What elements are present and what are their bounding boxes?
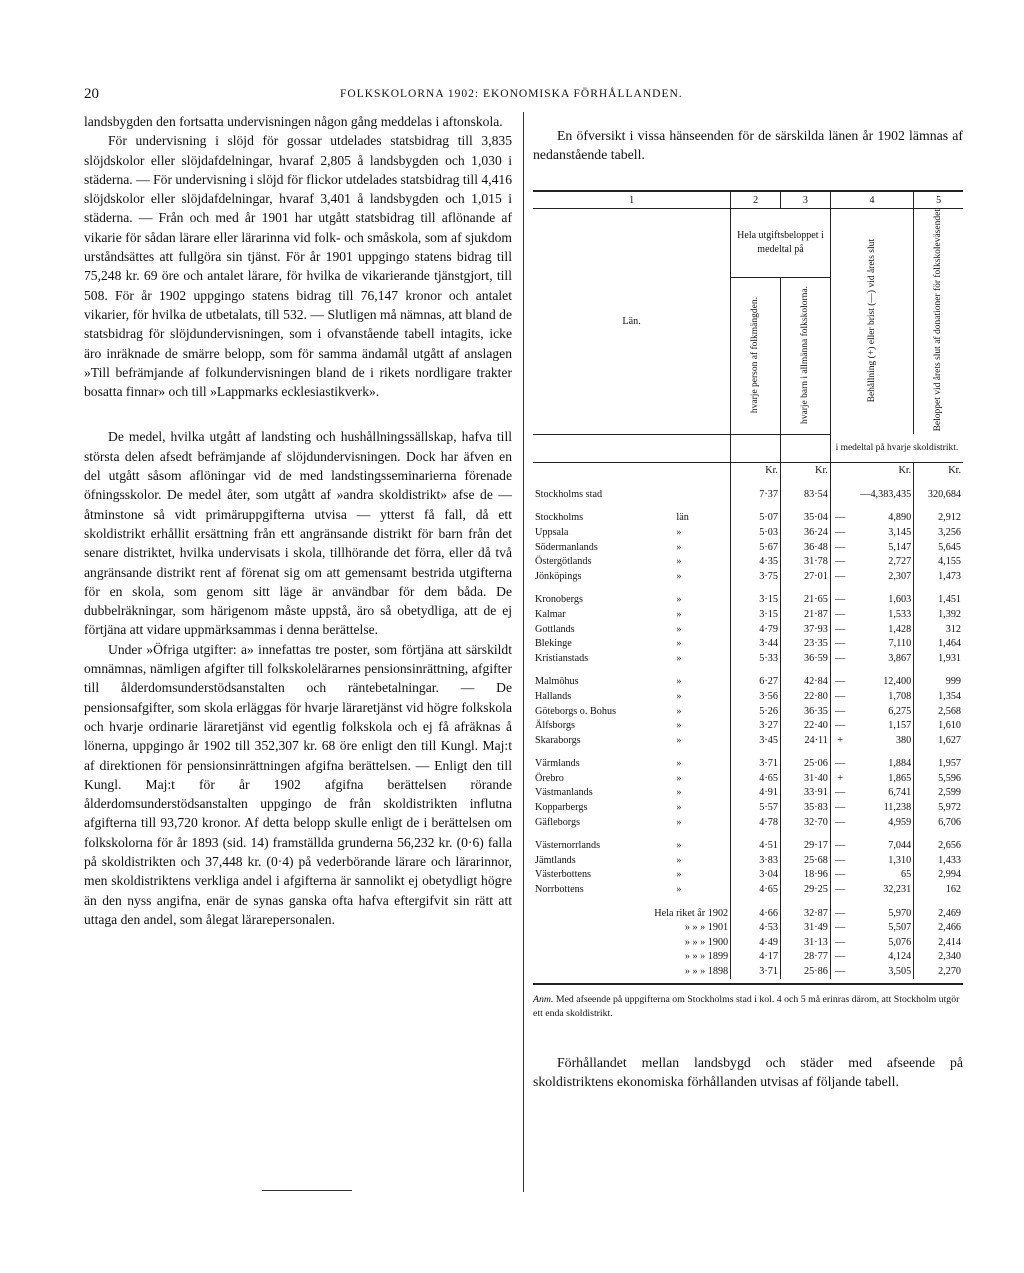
per-person-value: 5·26 bbox=[731, 704, 781, 719]
per-child-value: 18·96 bbox=[780, 868, 830, 883]
county-name: Stockholms bbox=[535, 512, 584, 524]
total-row bbox=[533, 920, 963, 935]
balance-sign: — bbox=[835, 936, 846, 948]
balance-value: 6,741 bbox=[849, 786, 913, 801]
paragraph: Under »Öfriga utgifter: a» innefattas tre poster, som förtjäna att särskildt omnämnas, nämligen afgifter till folkskolelärarnes pensionsinrättning, afgifter till ålderdomsunderstödsanstalten och räntebetalningar. — De pensionsafgifter, som skola erläggas för hvarje läraretjänst vid högre folkskola och hvarje ordinarie läraretjänst vid egentlig folkskola och ej få afräknas å lönerna, uppgingo år 1902 till 352,307 kr. 68 öre enligt den till Kungl. Maj:t af direktionen för pensionsinrättningen afgifna berättelsen. — Enligt den till Kungl. Maj:t för år 1902 afgifna berättelsen rörande ålderdomsunderstödsanstalten uppgingo de från skoldistrikten influtna afgifterna till 93,720 kronor. Af detta belopp skulle enligt de i berättelsen om folkskolorna för år 1893 (sid. 14) framställda grunderna 56,232 kr. (0·6) falla på skoldistrikten och 37,448 kr. (0·4) på vederbörande lärare och lärarinnor, men skoldistriktens verkliga andel i afgifterna är sannolikt ej obetydligt högre än den nyss angifna, enär de synas ganska ofta hafva eftergifvit sin rätt att uttaga den andel, som ålegat lärarepersonalen. bbox=[84, 641, 512, 927]
per-child-value: 32·87 bbox=[780, 906, 830, 921]
table-row bbox=[533, 511, 963, 526]
per-person-value: 3·15 bbox=[731, 607, 781, 622]
balance-sign: — bbox=[835, 854, 846, 866]
donation-value: 1,451 bbox=[938, 594, 961, 606]
per-person-value: 4·91 bbox=[731, 786, 781, 801]
county-name: Kopparbergs bbox=[535, 802, 588, 814]
table-row bbox=[533, 651, 963, 666]
table-row bbox=[533, 718, 963, 733]
donation-value: 2,466 bbox=[938, 922, 961, 934]
balance-value: 1,603 bbox=[849, 593, 913, 608]
balance-sign: — bbox=[835, 594, 846, 606]
donation-value: 2,270 bbox=[938, 966, 961, 978]
col-number: 2 bbox=[731, 191, 781, 209]
balance-value: 1,428 bbox=[849, 622, 913, 637]
donation-value: 2,469 bbox=[938, 907, 961, 919]
donation-value: 1,464 bbox=[938, 638, 961, 650]
per-person-value: 4·79 bbox=[731, 622, 781, 637]
county-name: Jönköpings bbox=[535, 570, 582, 582]
table-row bbox=[533, 733, 963, 748]
table-note bbox=[533, 993, 963, 1021]
county-suffix: » bbox=[674, 675, 730, 690]
paragraph: De medel, hvilka utgått af landsting och hushållningssällskap, hafva till största delen afsedt befrämjande af slöjdundervisningen. Dock har äfven en del utgått såsom aflöningar vid de med landstingsseminarierna förenade öfningsskolor. De medel åter, som utgått af »andra skoldistrikt» afse de — åtminstone så vidt primäruppgifterna utvisa — ytterst få fall, då ett skoldistrikt erhållit ersättning från ett angränsande distrikt för barn från det senare distriktet, hvilka undervisats i skola, tillhörande det förra, eller då två angränsande distrikt rent af förenat sig om att gemensamt bestrida utgifterna för en skola, som genom sitt läge är användbar för dem båda. De dubbelräkningar, som härigenom måste uppstå, äro så obetydliga, att de ej förtjäna att vidare uppmärksammas i denna berättelse. bbox=[84, 429, 512, 638]
per-person-value: 4·78 bbox=[731, 815, 781, 830]
page-number: 20 bbox=[84, 86, 99, 102]
total-label: » » » 1899 bbox=[533, 950, 731, 965]
donation-value: 4,155 bbox=[938, 556, 961, 568]
table-row bbox=[533, 540, 963, 555]
per-child-value: 27·01 bbox=[780, 569, 830, 584]
per-child-value: 25·06 bbox=[780, 757, 830, 772]
per-person-value: 4·65 bbox=[731, 771, 781, 786]
per-child-value: 31·49 bbox=[780, 920, 830, 935]
balance-sign: — bbox=[835, 922, 846, 934]
paragraph: För undervisning i slöjd för gossar utdelades statsbidrag till 3,835 slöjdskolor eller slöjdafdelningar, hvaraf 2,805 å landsbygden och 1,030 i städerna. — För undervisning i slöjd för flickor utdelades statsbidrag till 4,416 slöjdskolor eller slöjdafdelningar, hvaraf 3,401 å landsbygden och 1,015 i städerna. — Från och med år 1901 har utgått statsbidrag till aflönande af vikarie för sådan lärare eller lärarinna vid folk- och småskola, som af sjukdom urståndsättes att fullgöra sin tjänst. För år 1901 uppgingo statens bidrag till 75,248 kr. 69 öre och antalet lärare, för hvilka de vikarierande tjänstgjort, till 508. För år 1902 uppgingo statens bidrag till 76,147 kronor och antalet vikarier, för hvilka de utbetalats, till 532. — Slutligen må nämnas, att bland de statsbidrag för slöjdundervisningen, som i ofvanstående tabell intagits, icke äro inräknade de smärre belopp, som för samma ändamål utgått af anslagen »Till befrämjande af folkundervisningen bland de i rikets nordligare trakter bosatta finnar» och till »Lappmarks ecklesiastikverk». bbox=[84, 133, 512, 400]
per-person-value: 3·44 bbox=[731, 636, 781, 651]
balance-value: 4,959 bbox=[849, 815, 913, 830]
balance-sign bbox=[830, 487, 849, 502]
county-name: Göteborgs o. Bohus bbox=[535, 705, 617, 717]
total-label: » » » 1901 bbox=[533, 920, 731, 935]
right-column bbox=[533, 126, 963, 1091]
per-person-value: 4·49 bbox=[731, 935, 781, 950]
county-name: Östergötlands bbox=[535, 556, 592, 568]
per-child-value: 37·93 bbox=[780, 622, 830, 637]
county-suffix: » bbox=[674, 800, 730, 815]
balance-sign: — bbox=[835, 652, 846, 664]
donation-value: 1,473 bbox=[938, 570, 961, 582]
per-child-value: 21·87 bbox=[780, 607, 830, 622]
total-row bbox=[533, 906, 963, 921]
donation-value: 1,354 bbox=[938, 690, 961, 702]
total-row bbox=[533, 935, 963, 950]
per-person-value: 4·66 bbox=[731, 906, 781, 921]
county-name: Blekinge bbox=[535, 638, 572, 650]
balance-value: 1,884 bbox=[849, 757, 913, 772]
county-suffix: » bbox=[674, 636, 730, 651]
balance-value: 12,400 bbox=[849, 675, 913, 690]
county-name: Stockholms stad bbox=[535, 488, 603, 500]
per-person-value: 4·53 bbox=[731, 920, 781, 935]
per-child-value: 31·78 bbox=[780, 554, 830, 569]
per-person-value: 4·17 bbox=[731, 950, 781, 965]
donation-value: 1,392 bbox=[938, 608, 961, 620]
col-number: 5 bbox=[914, 191, 963, 209]
balance-sign: — bbox=[835, 526, 846, 538]
per-child-value: 36·59 bbox=[780, 651, 830, 666]
column-divider bbox=[523, 112, 524, 1192]
left-column bbox=[84, 112, 512, 929]
balance-sign: — bbox=[835, 720, 846, 732]
balance-sign: — bbox=[835, 556, 846, 568]
county-name: Uppsala bbox=[535, 526, 569, 538]
county-name: Västernorrlands bbox=[535, 840, 601, 852]
table-row bbox=[533, 786, 963, 801]
county-suffix: » bbox=[674, 815, 730, 830]
county-suffix bbox=[674, 487, 730, 502]
table-row bbox=[533, 487, 963, 502]
donation-value: 3,256 bbox=[938, 526, 961, 538]
running-head: FOLKSKOLORNA 1902: EKONOMISKA FÖRHÅLLANDEN. bbox=[340, 88, 683, 100]
balance-sign: — bbox=[835, 570, 846, 582]
balance-sign: — bbox=[835, 966, 846, 978]
per-person-value: 3·04 bbox=[731, 868, 781, 883]
per-child-value: 31·40 bbox=[780, 771, 830, 786]
donation-value: 5,972 bbox=[938, 802, 961, 814]
col-header-4: Behållning (+) eller brist (—) vid årets slut bbox=[866, 238, 877, 402]
donation-value: 999 bbox=[945, 676, 961, 688]
table-row bbox=[533, 853, 963, 868]
table-row bbox=[533, 554, 963, 569]
balance-value: 5,076 bbox=[849, 935, 913, 950]
donation-value: 1,627 bbox=[938, 734, 961, 746]
balance-sign: — bbox=[835, 884, 846, 896]
county-suffix: » bbox=[674, 622, 730, 637]
county-name: Skaraborgs bbox=[535, 734, 581, 746]
donation-value: 1,931 bbox=[938, 652, 961, 664]
per-child-value: 36·24 bbox=[780, 525, 830, 540]
table-row bbox=[533, 689, 963, 704]
donation-value: 312 bbox=[945, 623, 961, 635]
table-row bbox=[533, 868, 963, 883]
unit: Kr. bbox=[830, 463, 913, 478]
county-name: Malmöhus bbox=[535, 676, 579, 688]
balance-value: 1,310 bbox=[849, 853, 913, 868]
balance-sign: — bbox=[835, 816, 846, 828]
county-suffix: » bbox=[674, 651, 730, 666]
county-name: Hallands bbox=[535, 690, 572, 702]
total-label: » » » 1898 bbox=[533, 964, 731, 979]
col-number: 1 bbox=[533, 191, 731, 209]
per-person-value: 3·45 bbox=[731, 733, 781, 748]
donation-value: 5,645 bbox=[938, 541, 961, 553]
balance-value: 2,727 bbox=[849, 554, 913, 569]
balance-value: 7,044 bbox=[849, 838, 913, 853]
donation-value: 320,684 bbox=[927, 488, 961, 500]
county-suffix: » bbox=[674, 554, 730, 569]
county-name: Västerbottens bbox=[535, 869, 592, 881]
county-name: Örebro bbox=[535, 772, 564, 784]
balance-sign: — bbox=[835, 787, 846, 799]
table-row bbox=[533, 675, 963, 690]
per-child-value: 21·65 bbox=[780, 593, 830, 608]
per-child-value: 83·54 bbox=[780, 487, 830, 502]
balance-value: 7,110 bbox=[849, 636, 913, 651]
col-header-3: hvarje barn i allmänna folkskolorna. bbox=[799, 285, 810, 424]
per-person-value: 3·71 bbox=[731, 964, 781, 979]
balance-sign: — bbox=[835, 705, 846, 717]
balance-value: 5,507 bbox=[849, 920, 913, 935]
balance-sign: — bbox=[835, 623, 846, 635]
per-child-value: 31·13 bbox=[780, 935, 830, 950]
per-child-value: 35·83 bbox=[780, 800, 830, 815]
county-name: Kronobergs bbox=[535, 594, 583, 606]
county-suffix: » bbox=[674, 771, 730, 786]
donation-value: 2,340 bbox=[938, 951, 961, 963]
per-person-value: 6·27 bbox=[731, 675, 781, 690]
col-number: 4 bbox=[830, 191, 913, 209]
table-row bbox=[533, 622, 963, 637]
county-suffix: » bbox=[674, 757, 730, 772]
table-row bbox=[533, 569, 963, 584]
county-name: Gottlands bbox=[535, 623, 575, 635]
per-child-value: 25·86 bbox=[780, 964, 830, 979]
balance-sign: — bbox=[835, 907, 846, 919]
balance-value: 1,708 bbox=[849, 689, 913, 704]
per-child-value: 36·48 bbox=[780, 540, 830, 555]
balance-sign: — bbox=[835, 690, 846, 702]
donation-value: 2,599 bbox=[938, 787, 961, 799]
col-header-5: Beloppet vid årets slut af donationer för folkskoleväsendet bbox=[933, 209, 944, 432]
note-label: Anm. bbox=[533, 993, 554, 1005]
county-suffix: » bbox=[674, 525, 730, 540]
county-name: Kalmar bbox=[535, 608, 566, 620]
end-rule bbox=[262, 1190, 352, 1191]
balance-value: 3,145 bbox=[849, 525, 913, 540]
total-row bbox=[533, 950, 963, 965]
balance-value: 2,307 bbox=[849, 569, 913, 584]
county-suffix: » bbox=[674, 607, 730, 622]
total-label: Hela riket år 1902 bbox=[533, 906, 731, 921]
balance-value: 5,970 bbox=[849, 906, 913, 921]
per-person-value: 5·33 bbox=[731, 651, 781, 666]
balance-value: 32,231 bbox=[849, 882, 913, 897]
col-header-45-footer: i medeltal på hvarje skoldistrikt. bbox=[830, 434, 963, 463]
per-person-value: 3·27 bbox=[731, 718, 781, 733]
per-child-value: 25·68 bbox=[780, 853, 830, 868]
per-child-value: 35·04 bbox=[780, 511, 830, 526]
balance-value: 1,533 bbox=[849, 607, 913, 622]
per-child-value: 33·91 bbox=[780, 786, 830, 801]
table-row bbox=[533, 525, 963, 540]
table-row bbox=[533, 636, 963, 651]
balance-value: 380 bbox=[849, 733, 913, 748]
county-suffix: » bbox=[674, 853, 730, 868]
balance-sign: — bbox=[835, 608, 846, 620]
donation-value: 6,706 bbox=[938, 816, 961, 828]
col-header-2: hvarje person af folkmängden. bbox=[750, 296, 761, 413]
per-person-value: 7·37 bbox=[731, 487, 781, 502]
balance-value: —4,383,435 bbox=[849, 487, 913, 502]
county-suffix: län bbox=[674, 511, 730, 526]
county-suffix: » bbox=[674, 868, 730, 883]
donation-value: 2,994 bbox=[938, 869, 961, 881]
donation-value: 2,656 bbox=[938, 840, 961, 852]
per-child-value: 28·77 bbox=[780, 950, 830, 965]
table-row bbox=[533, 704, 963, 719]
balance-sign: — bbox=[835, 638, 846, 650]
balance-sign: — bbox=[835, 512, 846, 524]
county-suffix: » bbox=[674, 786, 730, 801]
county-suffix: » bbox=[674, 882, 730, 897]
per-child-value: 22·80 bbox=[780, 689, 830, 704]
donation-value: 2,568 bbox=[938, 705, 961, 717]
donation-value: 2,912 bbox=[938, 512, 961, 524]
unit: Kr. bbox=[948, 465, 961, 477]
per-person-value: 5·03 bbox=[731, 525, 781, 540]
per-person-value: 5·67 bbox=[731, 540, 781, 555]
total-row bbox=[533, 964, 963, 979]
per-child-value: 22·40 bbox=[780, 718, 830, 733]
unit: Kr. bbox=[780, 463, 830, 478]
county-name: Värmlands bbox=[535, 758, 580, 770]
per-child-value: 29·17 bbox=[780, 838, 830, 853]
county-suffix: » bbox=[674, 689, 730, 704]
county-suffix: » bbox=[674, 704, 730, 719]
per-child-value: 29·25 bbox=[780, 882, 830, 897]
col-header-lan: Län. bbox=[533, 209, 731, 435]
col-number: 3 bbox=[780, 191, 830, 209]
balance-value: 3,505 bbox=[849, 964, 913, 979]
balance-sign: — bbox=[835, 758, 846, 770]
county-name: Södermanlands bbox=[535, 541, 598, 553]
balance-sign: — bbox=[835, 802, 846, 814]
table-row bbox=[533, 882, 963, 897]
county-suffix: » bbox=[674, 540, 730, 555]
per-person-value: 3·71 bbox=[731, 757, 781, 772]
per-child-value: 24·11 bbox=[780, 733, 830, 748]
paragraph: landsbygden den fortsatta undervisningen någon gång meddelas i aftonskola. bbox=[84, 114, 503, 129]
county-suffix: » bbox=[674, 718, 730, 733]
balance-value: 4,124 bbox=[849, 950, 913, 965]
balance-sign: — bbox=[835, 951, 846, 963]
balance-value: 1,865 bbox=[849, 771, 913, 786]
balance-value: 6,275 bbox=[849, 704, 913, 719]
table-row bbox=[533, 800, 963, 815]
county-name: Gäfleborgs bbox=[535, 816, 581, 828]
donation-value: 2,414 bbox=[938, 936, 961, 948]
county-suffix: » bbox=[674, 593, 730, 608]
table-row bbox=[533, 593, 963, 608]
balance-value: 3,867 bbox=[849, 651, 913, 666]
balance-value: 5,147 bbox=[849, 540, 913, 555]
county-name: Norrbottens bbox=[535, 884, 584, 896]
county-suffix: » bbox=[674, 838, 730, 853]
per-child-value: 23·35 bbox=[780, 636, 830, 651]
per-person-value: 3·56 bbox=[731, 689, 781, 704]
per-person-value: 4·35 bbox=[731, 554, 781, 569]
unit: Kr. bbox=[731, 463, 781, 478]
donation-value: 1,610 bbox=[938, 720, 961, 732]
per-child-value: 42·84 bbox=[780, 675, 830, 690]
balance-value: 11,238 bbox=[849, 800, 913, 815]
per-person-value: 4·51 bbox=[731, 838, 781, 853]
col-header-group: Hela utgiftsbeloppet i medeltal på bbox=[731, 209, 831, 278]
balance-sign: + bbox=[837, 772, 844, 784]
balance-value: 1,157 bbox=[849, 718, 913, 733]
closing-paragraph: Förhållandet mellan landsbygd och städer med afseende på skoldistriktens ekonomiska förhållanden utvisas af följande tabell. bbox=[533, 1054, 963, 1089]
balance-sign: + bbox=[837, 734, 844, 746]
table-row bbox=[533, 757, 963, 772]
county-suffix: » bbox=[674, 569, 730, 584]
table-row bbox=[533, 815, 963, 830]
county-name: Älfsborgs bbox=[535, 720, 575, 732]
county-name: Västmanlands bbox=[535, 787, 593, 799]
per-person-value: 5·07 bbox=[731, 511, 781, 526]
per-child-value: 32·70 bbox=[780, 815, 830, 830]
per-child-value: 36·35 bbox=[780, 704, 830, 719]
table-intro: En öfversikt i vissa hänseenden för de särskilda länen år 1902 lämnas af nedanstående tabell. bbox=[533, 128, 963, 162]
per-person-value: 3·83 bbox=[731, 853, 781, 868]
table-row bbox=[533, 607, 963, 622]
balance-sign: — bbox=[835, 676, 846, 688]
county-table bbox=[533, 190, 963, 985]
county-name: Kristianstads bbox=[535, 652, 589, 664]
county-suffix: » bbox=[674, 733, 730, 748]
per-person-value: 3·75 bbox=[731, 569, 781, 584]
per-person-value: 5·57 bbox=[731, 800, 781, 815]
donation-value: 1,957 bbox=[938, 758, 961, 770]
note-text: Med afseende på uppgifterna om Stockholms stad i kol. 4 och 5 må erinras därom, att Stockholm utgör ett enda skoldistrikt. bbox=[533, 993, 960, 1019]
donation-value: 1,433 bbox=[938, 854, 961, 866]
per-person-value: 3·15 bbox=[731, 593, 781, 608]
table-row bbox=[533, 771, 963, 786]
donation-value: 162 bbox=[945, 884, 961, 896]
per-person-value: 4·65 bbox=[731, 882, 781, 897]
balance-sign: — bbox=[835, 869, 846, 881]
balance-sign: — bbox=[835, 541, 846, 553]
table-row bbox=[533, 838, 963, 853]
balance-value: 4,890 bbox=[849, 511, 913, 526]
balance-sign: — bbox=[835, 840, 846, 852]
total-label: » » » 1900 bbox=[533, 935, 731, 950]
balance-value: 65 bbox=[849, 868, 913, 883]
county-name: Jämtlands bbox=[535, 854, 576, 866]
donation-value: 5,596 bbox=[938, 772, 961, 784]
